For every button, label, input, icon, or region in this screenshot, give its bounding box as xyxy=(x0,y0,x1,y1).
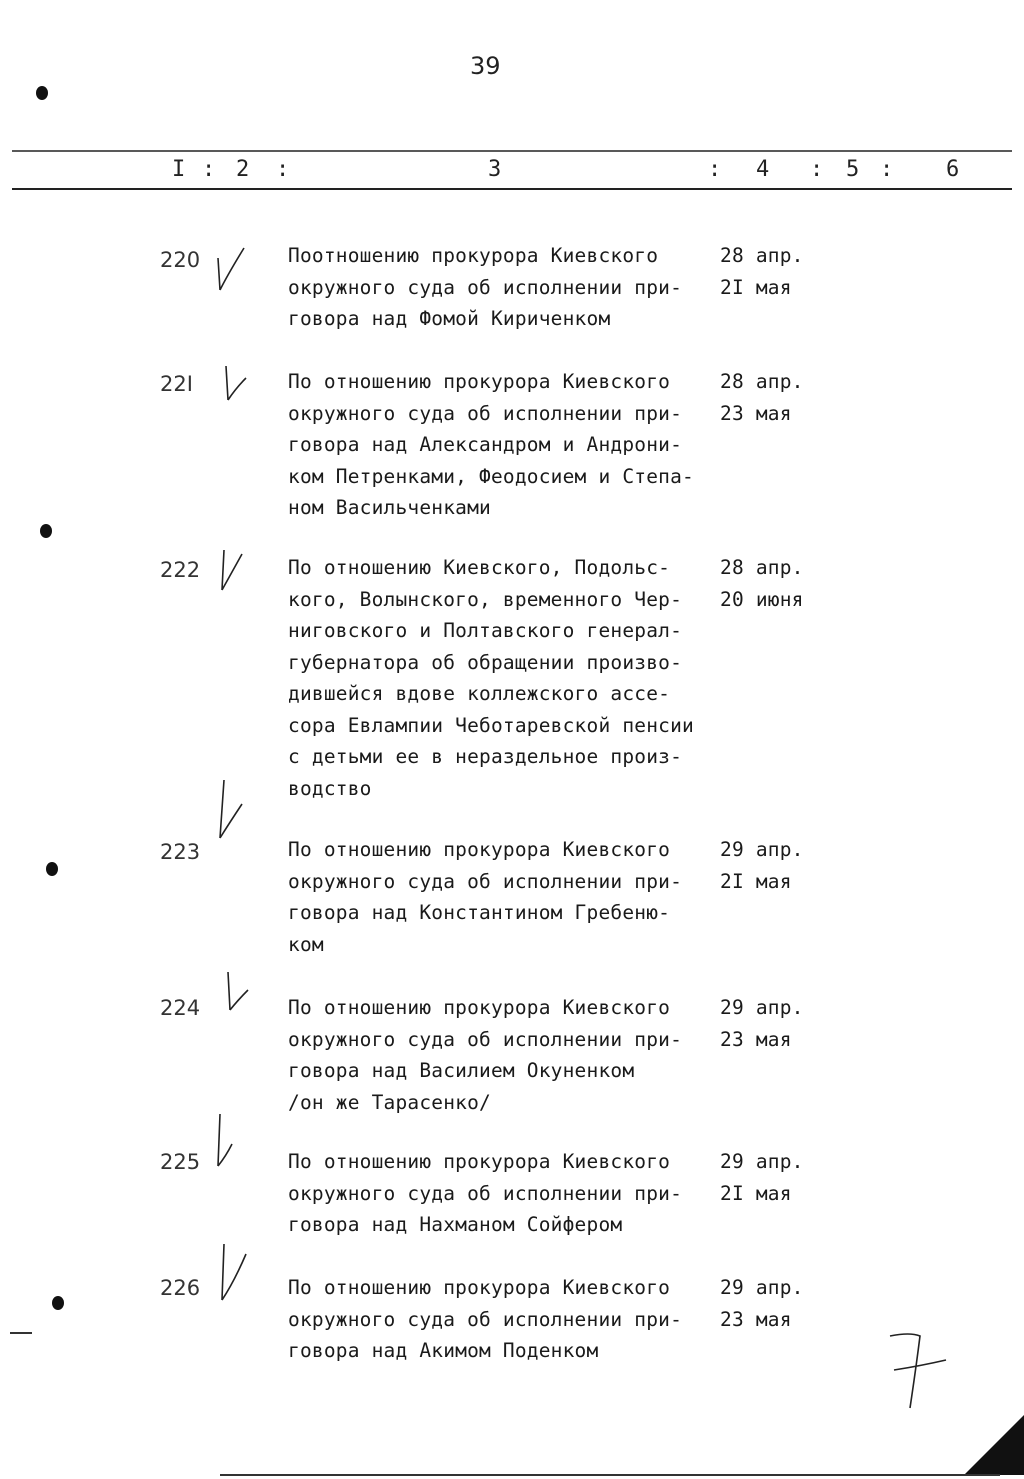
entry-number: 226 xyxy=(160,1276,201,1300)
date-resolved: 23 мая xyxy=(720,1307,792,1331)
entry-text-line: По отношению прокурора Киевского xyxy=(288,838,671,861)
entry-text-line: окружного суда об исполнении при- xyxy=(288,1181,683,1205)
entry-text-line: говора над Акимом Поденком xyxy=(288,1339,599,1362)
entry-text-line: говора над Фомой Кириченком xyxy=(288,307,611,330)
entry-text-line: Поотношению прокурора Киевского xyxy=(288,244,659,267)
entry-text xyxy=(288,1272,728,1367)
column-separator: : xyxy=(810,157,824,182)
entry-text-line: /он же Тарасенко/ xyxy=(288,1090,491,1114)
check-mark-icon xyxy=(212,1112,252,1172)
handwritten-seven-mark xyxy=(880,1328,960,1422)
entry-dates xyxy=(720,240,840,303)
column-separator: : xyxy=(276,157,290,182)
date-resolved: 2I мая xyxy=(720,1181,792,1205)
entry-text xyxy=(288,240,728,335)
entry-number: 220 xyxy=(160,248,201,272)
date-resolved: 20 июня xyxy=(720,587,804,611)
date-resolved: 2I мая xyxy=(720,869,792,893)
date-resolved: 23 мая xyxy=(720,401,792,425)
check-mark-icon xyxy=(212,970,252,1020)
entry-text xyxy=(288,1146,728,1241)
margin-dash-mark xyxy=(10,1332,32,1334)
entry-text xyxy=(288,992,728,1118)
check-mark-icon xyxy=(212,778,252,848)
entry-text-line: ниговского и Полтавского генерал- xyxy=(288,619,683,642)
date-received: 28 апр. xyxy=(720,370,804,393)
binding-hole-mark xyxy=(46,862,58,876)
bottom-edge-line xyxy=(220,1474,1000,1476)
date-resolved: 2I мая xyxy=(720,275,792,299)
entry-text xyxy=(288,834,728,960)
entry-text-line: говора над Константином Гребеню- xyxy=(288,901,671,924)
entry-text-line: окружного суда об исполнении при- xyxy=(288,275,683,299)
entry-dates xyxy=(720,366,840,429)
date-received: 29 апр. xyxy=(720,838,804,861)
entry-text-line: По отношению прокурора Киевского xyxy=(288,370,671,393)
entry-text-line: окружного суда об исполнении при- xyxy=(288,401,683,425)
entry-text-line: говора над Нахманом Сойфером xyxy=(288,1213,623,1236)
header-rule-bottom xyxy=(12,188,1012,190)
entry-number: 225 xyxy=(160,1150,201,1174)
header-rule-top xyxy=(12,150,1012,152)
date-resolved: 23 мая xyxy=(720,1027,792,1051)
entry-number: 224 xyxy=(160,996,201,1020)
entry-number: 222 xyxy=(160,558,201,582)
entry-text xyxy=(288,552,728,804)
date-received: 28 апр. xyxy=(720,244,804,267)
entry-text-line: ком xyxy=(288,932,324,956)
entry-text-line: По отношению Киевского, Подольс- xyxy=(288,556,671,579)
entry-dates xyxy=(720,992,840,1055)
date-received: 29 апр. xyxy=(720,1150,804,1173)
column-header-6: 6 xyxy=(946,157,960,182)
scan-corner-shadow xyxy=(964,1415,1024,1479)
column-header-5: 5 xyxy=(846,157,860,182)
entry-number: 22I xyxy=(160,372,193,396)
entry-text-line: ном Васильченками xyxy=(288,496,491,519)
entry-dates xyxy=(720,552,840,615)
check-mark-icon xyxy=(212,364,252,414)
date-received: 29 апр. xyxy=(720,996,804,1019)
entry-text-line: окружного суда об исполнении при- xyxy=(288,1027,683,1051)
entry-text-line: По отношению прокурора Киевского xyxy=(288,1150,671,1173)
entry-text-line: По отношению прокурора Киевского xyxy=(288,996,671,1019)
entry-text-line: с детьми ее в нераздельное произ- xyxy=(288,745,683,768)
column-separator: : xyxy=(708,157,722,182)
column-header-1: I xyxy=(172,157,186,182)
date-received: 29 апр. xyxy=(720,1276,804,1299)
entry-dates xyxy=(720,1272,840,1335)
entry-dates xyxy=(720,1146,840,1209)
date-received: 28 апр. xyxy=(720,556,804,579)
entry-dates xyxy=(720,834,840,897)
entry-text-line: кого, Волынского, временного Чер- xyxy=(288,587,683,611)
entry-text-line: окружного суда об исполнении при- xyxy=(288,869,683,893)
binding-hole-mark xyxy=(40,524,52,538)
entry-text-line: окружного суда об исполнении при- xyxy=(288,1307,683,1331)
binding-hole-mark xyxy=(36,86,48,100)
entry-text-line: дившейся вдове коллежского ассе- xyxy=(288,682,671,705)
binding-hole-mark xyxy=(52,1296,64,1310)
entry-text-line: сора Евлампии Чеботаревской пенсии xyxy=(288,713,694,737)
entry-text-line: ком Петренками, Феодосием и Степа- xyxy=(288,464,694,488)
check-mark-icon xyxy=(212,542,252,602)
entry-text-line: По отношению прокурора Киевского xyxy=(288,1276,671,1299)
entry-number: 223 xyxy=(160,840,201,864)
check-mark-icon xyxy=(212,244,252,304)
entry-text-line: говора над Василием Окуненком xyxy=(288,1059,635,1082)
column-separator: : xyxy=(880,157,894,182)
entry-text-line: губернатора об обращении произво- xyxy=(288,650,683,674)
page-number: 39 xyxy=(470,52,501,80)
column-header-2: 2 xyxy=(236,157,250,182)
column-header-3: 3 xyxy=(488,157,502,182)
entry-text-line: водство xyxy=(288,776,372,800)
entry-text xyxy=(288,366,728,524)
entry-text-line: говора над Александром и Андрони- xyxy=(288,433,683,456)
column-separator: : xyxy=(202,157,216,182)
check-mark-icon xyxy=(212,1242,262,1312)
column-header-4: 4 xyxy=(756,157,770,182)
